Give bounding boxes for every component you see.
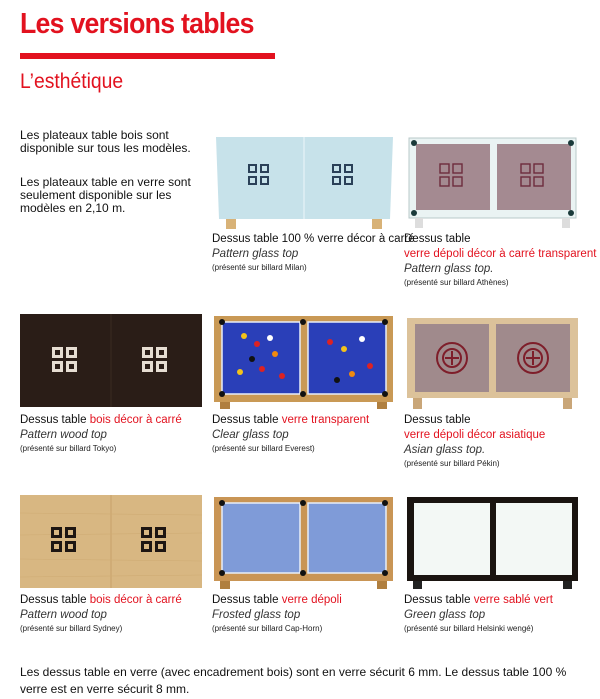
product-image-frosted-glass-square <box>405 134 580 228</box>
page-title: Les versions tables <box>20 8 254 40</box>
intro-paragraph-glass: Les plateaux table en verre sont seulement disponible sur les modèles en 2,10 m. <box>20 175 191 215</box>
product-image-green-glass <box>405 495 580 589</box>
product-image-white-glass-square <box>212 133 397 229</box>
caption-highlight: bois décor à carré <box>89 414 182 426</box>
caption-highlight: verre dépoli décor asiatique <box>404 429 546 441</box>
product-image-frosted-glass-asian <box>405 316 580 409</box>
caption-prefix: Dessus table <box>212 414 282 426</box>
caption-highlight: bois décor à carré <box>89 594 182 606</box>
caption-english: Green glass top <box>404 609 486 621</box>
caption-english: Pattern glass top. <box>404 263 494 275</box>
caption-title: Dessus table 100 % verre décor à carré <box>212 233 415 245</box>
product-image-light-wood-square <box>20 495 202 588</box>
product-caption-4 <box>212 413 369 454</box>
footer-note: Les dessus table en verre (avec encadrement bois) sont en verre sécurit 6 mm. Le dessus table 100 % verre est en verre sécurit 8 mm. <box>20 665 567 696</box>
product-image-frosted-glass-blue <box>212 495 395 589</box>
caption-highlight: verre dépoli décor à carré transparent <box>404 248 597 260</box>
caption-source: (présenté sur billard Tokyo) <box>20 444 117 453</box>
product-caption-8 <box>404 593 553 634</box>
product-caption-1 <box>212 232 415 273</box>
caption-prefix: Dessus table <box>404 594 474 606</box>
product-caption-5 <box>404 413 545 469</box>
caption-prefix: Dessus table <box>212 594 282 606</box>
caption-highlight: verre transparent <box>281 414 370 426</box>
caption-prefix: Dessus table <box>20 594 90 606</box>
caption-title <box>212 593 342 608</box>
caption-source: (présenté sur billard Helsinki wengé) <box>404 624 534 633</box>
caption-english: Pattern wood top <box>20 429 107 441</box>
caption-title: Dessus table <box>404 414 471 426</box>
caption-source: (présenté sur billard Sydney) <box>20 624 123 633</box>
caption-source: (présenté sur billard Everest) <box>212 444 315 453</box>
caption-english: Asian glass top. <box>404 444 486 456</box>
caption-prefix: Dessus table <box>20 414 90 426</box>
title-underline <box>20 53 275 59</box>
caption-highlight: verre dépoli <box>281 594 342 606</box>
caption-title <box>20 413 182 428</box>
caption-title <box>20 593 182 608</box>
caption-source: (présenté sur billard Pékin) <box>404 459 500 468</box>
caption-title: Dessus table <box>404 233 471 245</box>
product-caption-6 <box>20 593 182 634</box>
product-caption-2 <box>404 232 596 288</box>
caption-source: (présenté sur billard Athènes) <box>404 278 509 287</box>
caption-source: (présenté sur billard Cap-Horn) <box>212 624 323 633</box>
caption-source: (présenté sur billard Milan) <box>212 263 307 272</box>
product-caption-7 <box>212 593 342 634</box>
product-image-clear-glass-blue <box>212 314 395 409</box>
caption-english: Frosted glass top <box>212 609 301 621</box>
caption-english: Pattern wood top <box>20 609 107 621</box>
caption-title <box>212 413 369 428</box>
section-subtitle: L’esthétique <box>20 70 124 93</box>
caption-highlight: verre sablé vert <box>473 594 553 606</box>
caption-english: Clear glass top <box>212 429 289 441</box>
caption-english: Pattern glass top <box>212 248 299 260</box>
product-image-dark-wood-square <box>20 314 202 407</box>
product-caption-3 <box>20 413 182 454</box>
caption-title <box>404 593 553 608</box>
intro-paragraph-wood: Les plateaux table bois sont disponible sur tous les modèles. <box>20 128 191 155</box>
